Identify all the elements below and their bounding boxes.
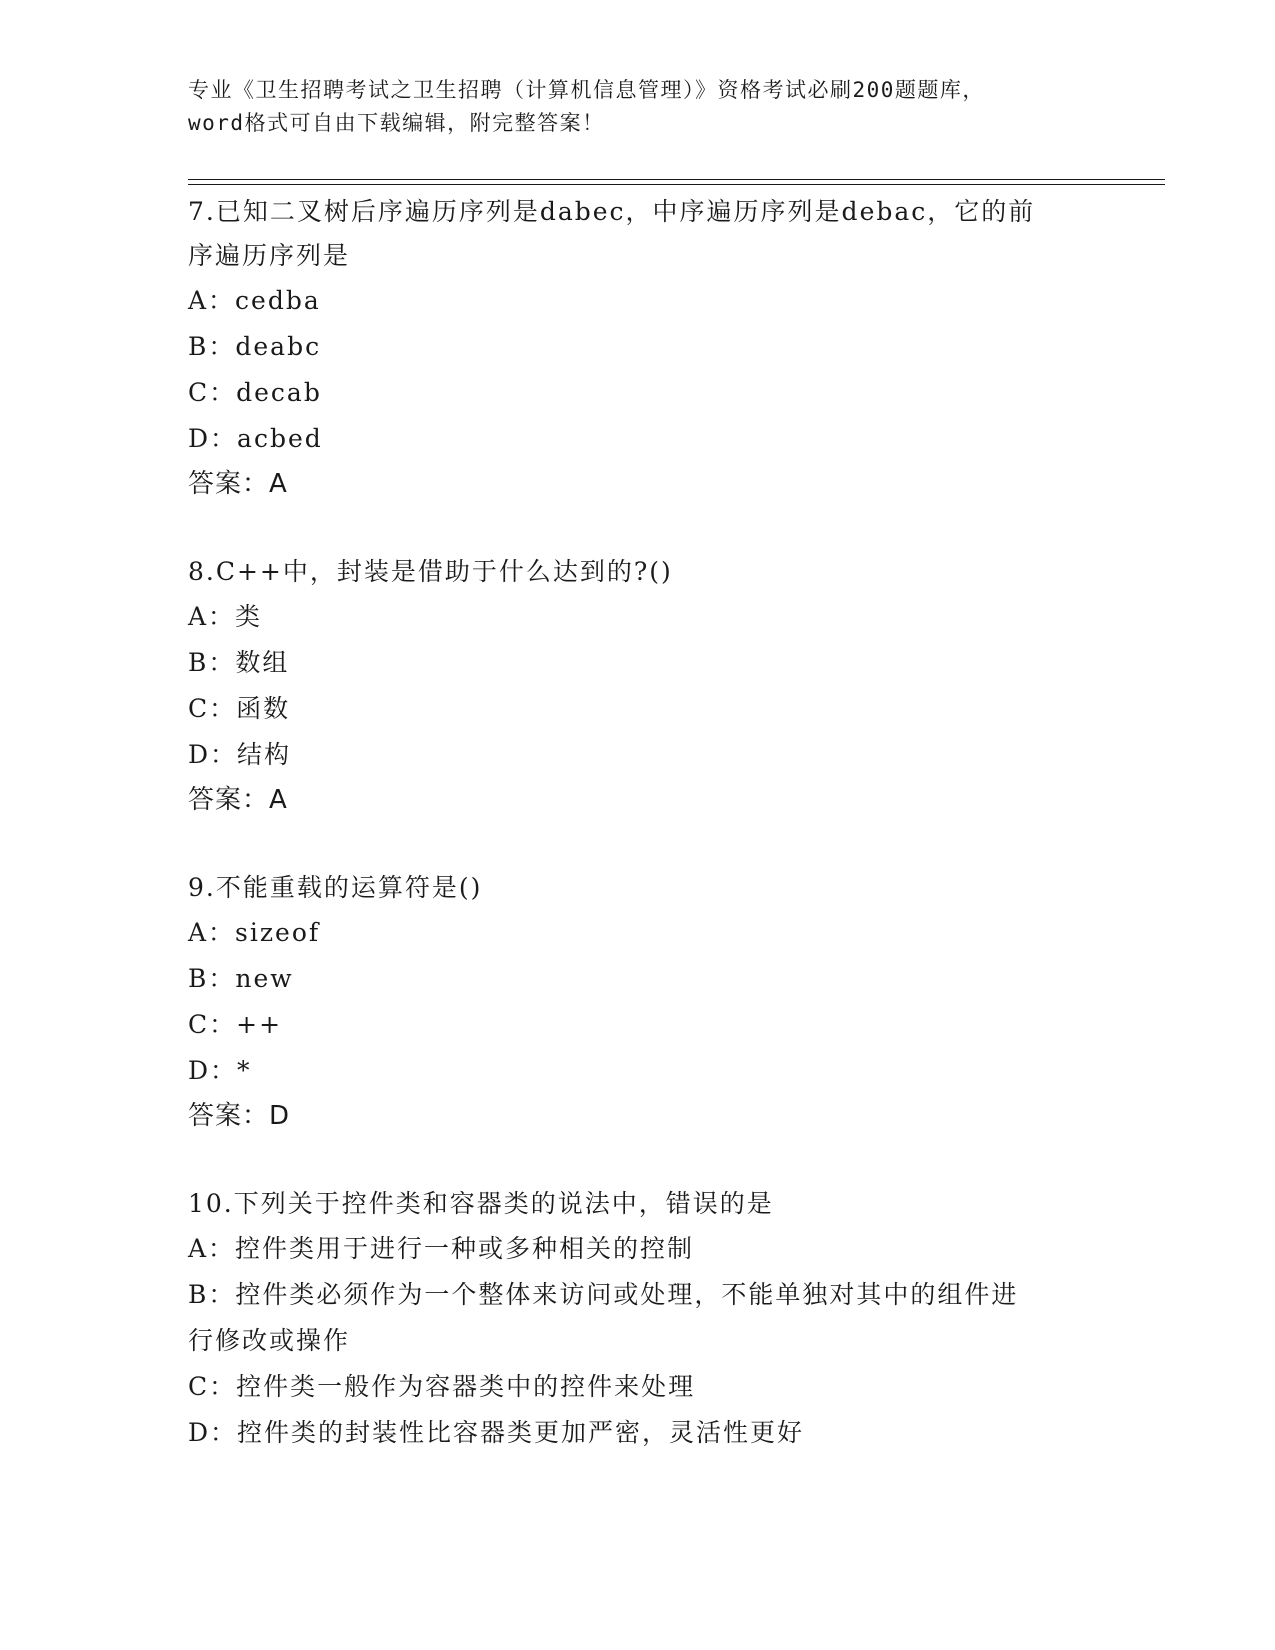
option-b: B：控件类必须作为一个整体来访问或处理，不能单独对其中的组件进 <box>188 1280 1019 1309</box>
document-header <box>188 74 1088 140</box>
option-d: D：控件类的封装性比容器类更加严密，灵活性更好 <box>188 1418 805 1447</box>
option-b: B：deabc <box>188 332 322 361</box>
option-a: A：sizeof <box>188 918 321 947</box>
answer: 答案：A <box>188 785 288 815</box>
option-a: A：类 <box>188 602 263 631</box>
option-d: D：* <box>188 1056 252 1085</box>
option-b: B：new <box>188 964 294 993</box>
question-title-continued: 序遍历序列是 <box>188 241 351 270</box>
answer: 答案：D <box>188 1101 291 1131</box>
question-title: 9.不能重载的运算符是() <box>188 873 483 902</box>
question-list <box>188 190 1088 1456</box>
header-divider-bottom <box>188 184 1165 185</box>
header-line-1: 专业《卫生招聘考试之卫生招聘（计算机信息管理）》资格考试必刷200题题库， <box>188 78 985 102</box>
option-c: C：控件类一般作为容器类中的控件来处理 <box>188 1372 696 1401</box>
question-7 <box>188 190 1088 506</box>
option-c: C：decab <box>188 378 322 407</box>
question-title: 7.已知二叉树后序遍历序列是dabec，中序遍历序列是debac，它的前 <box>188 197 1036 226</box>
question-10 <box>188 1182 1088 1456</box>
header-line-2: word格式可自由下载编辑，附完整答案！ <box>188 111 605 135</box>
option-b-continued: 行修改或操作 <box>188 1326 351 1355</box>
option-c: C：++ <box>188 1010 283 1039</box>
question-9 <box>188 866 1088 1138</box>
question-8 <box>188 550 1088 822</box>
option-a: A：cedba <box>188 286 321 315</box>
answer: 答案：A <box>188 469 288 499</box>
question-title: 10.下列关于控件类和容器类的说法中，错误的是 <box>188 1189 774 1218</box>
option-d: D：结构 <box>188 740 292 769</box>
option-b: B：数组 <box>188 648 290 677</box>
header-divider-top <box>188 179 1165 180</box>
option-c: C：函数 <box>188 694 291 723</box>
option-d: D：acbed <box>188 424 323 453</box>
question-title: 8.C++中，封装是借助于什么达到的?() <box>188 557 673 586</box>
option-a: A：控件类用于进行一种或多种相关的控制 <box>188 1234 695 1263</box>
